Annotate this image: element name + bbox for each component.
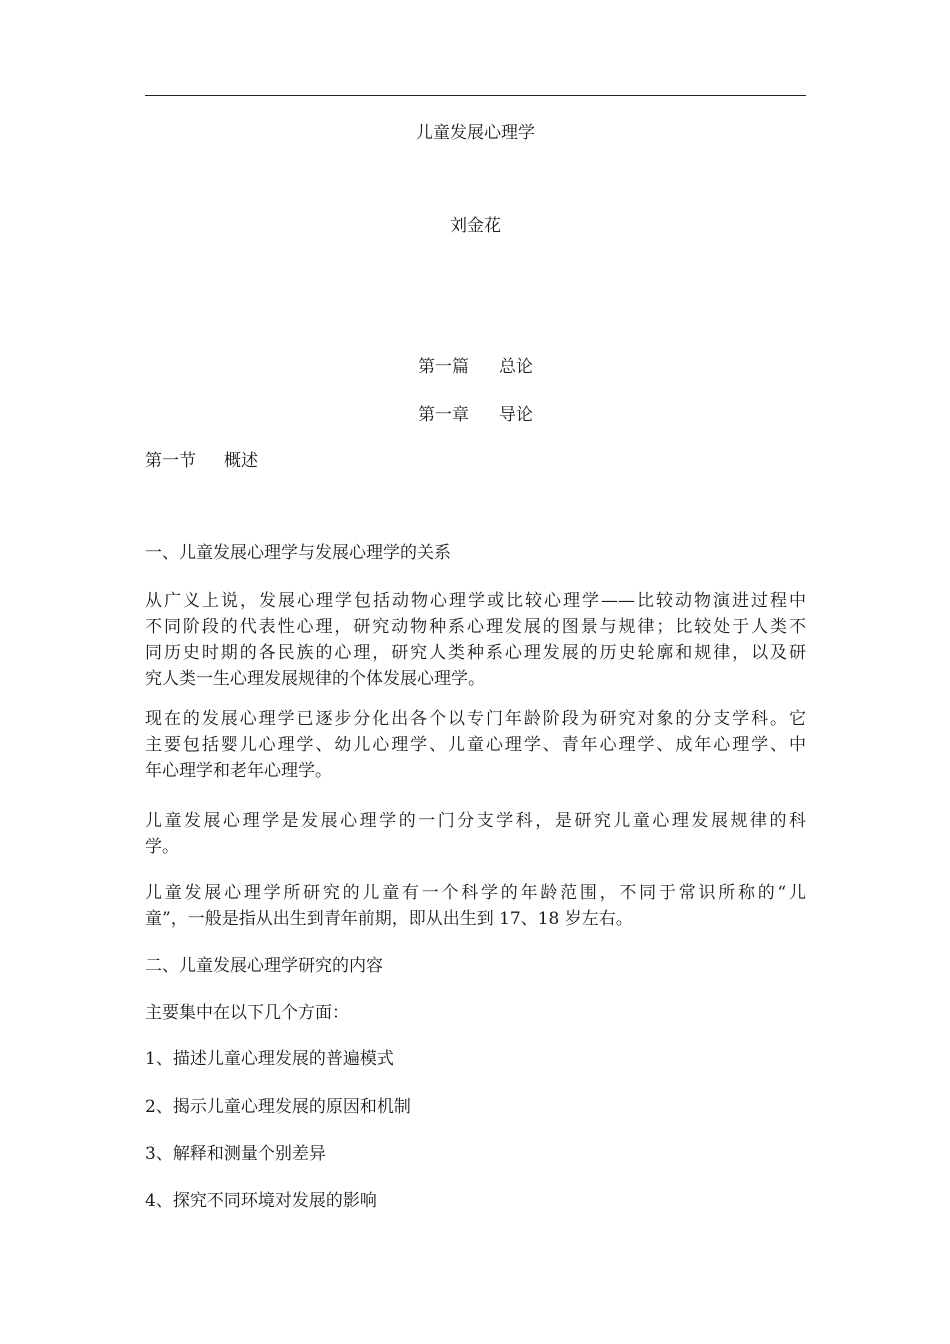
document-title: 儿童发展心理学	[416, 123, 535, 143]
section-number: 第一节	[145, 451, 196, 471]
paragraph-line: 主要包括婴儿心理学、幼儿心理学、儿童心理学、青年心理学、成年心理学、中	[145, 735, 806, 755]
paragraph-line: 学。	[145, 837, 179, 857]
paragraph-line: 儿童发展心理学是发展心理学的一门分支学科，是研究儿童心理发展规律的科	[145, 811, 806, 831]
paragraph-line: 年心理学和老年心理学。	[145, 761, 332, 781]
paragraph-line: 童”，一般是指从出生到青年前期，即从出生到 17、18 岁左右。	[145, 909, 633, 929]
list-item: 4、探究不同环境对发展的影响	[145, 1191, 377, 1211]
list-item: 3、解释和测量个别差异	[145, 1144, 326, 1164]
paragraph-age-range	[145, 880, 806, 932]
paragraph-line: 不同阶段的代表性心理，研究动物种系心理发展的图景与规律；比较处于人类不	[145, 617, 806, 637]
paragraph-line: 现在的发展心理学已逐步分化出各个以专门年龄阶段为研究对象的分支学科。它	[145, 709, 806, 729]
heading-research-content: 二、儿童发展心理学研究的内容	[145, 956, 383, 976]
list-item: 2、揭示儿童心理发展的原因和机制	[145, 1097, 411, 1117]
section-heading	[145, 448, 806, 474]
chapter-heading	[145, 400, 806, 425]
paragraph-subdisciplines	[145, 706, 806, 784]
paragraph-line: 从广义上说，发展心理学包括动物心理学或比较心理学——比较动物演进过程中	[145, 591, 806, 611]
paragraph-line: 究人类一生心理发展规律的个体发展心理学。	[145, 669, 485, 689]
author-name: 刘金花	[450, 216, 501, 236]
chapter-name: 导论	[499, 405, 533, 425]
heading-relationship: 一、儿童发展心理学与发展心理学的关系	[145, 543, 451, 563]
part-heading	[145, 352, 806, 377]
paragraph-line: 儿童发展心理学所研究的儿童有一个科学的年龄范围，不同于常识所称的“儿	[145, 883, 806, 903]
part-number: 第一篇	[418, 357, 469, 377]
paragraph-broad-definition	[145, 588, 806, 692]
paragraph-line: 同历史时期的各民族的心理，研究人类种系心理发展的历史轮廓和规律，以及研	[145, 643, 806, 663]
section-name: 概述	[224, 451, 258, 471]
part-name: 总论	[499, 357, 533, 377]
chapter-number: 第一章	[418, 405, 469, 425]
list-intro: 主要集中在以下几个方面：	[145, 1003, 349, 1023]
paragraph-child-psychology	[145, 808, 806, 860]
header-rule	[145, 95, 806, 96]
list-item: 1、描述儿童心理发展的普遍模式	[145, 1049, 394, 1069]
